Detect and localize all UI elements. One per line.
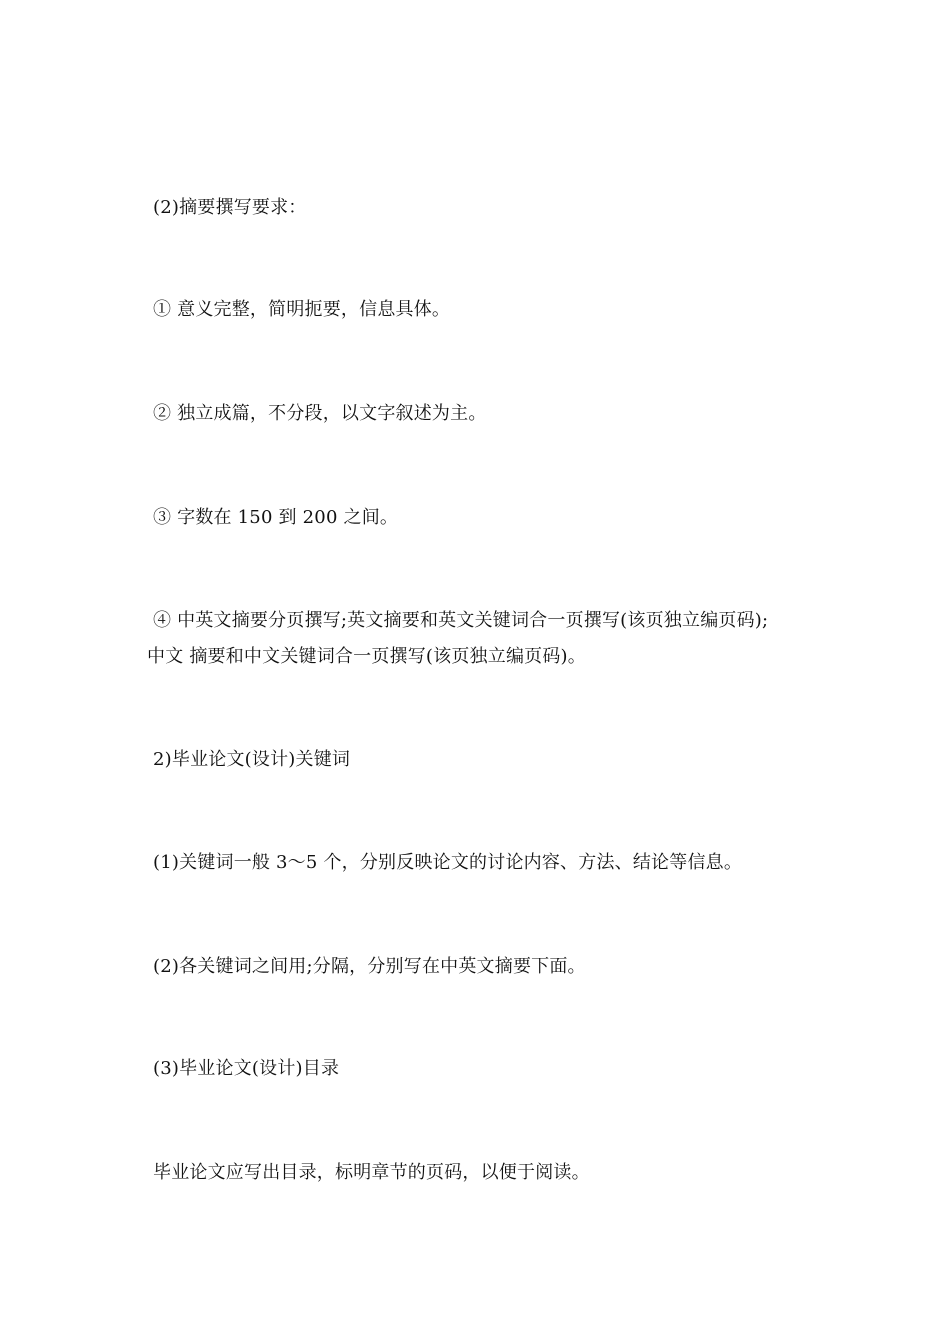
requirement-item-4: ④ 中英文摘要分页撰写;英文摘要和英文关键词合一页撰写(该页独立编页码);: [153, 610, 769, 631]
requirement-item-3: ③ 字数在 150 到 200 之间。: [153, 507, 399, 528]
keywords-item-1: (1)关键词一般 3～5 个，分别反映论文的讨论内容、方法、结论等信息。: [153, 852, 743, 873]
abstract-requirements-heading: (2)摘要撰写要求：: [153, 197, 307, 218]
requirement-item-4-continuation: 中文 摘要和中文关键词合一页撰写(该页独立编页码)。: [147, 646, 586, 667]
keywords-heading: 2)毕业论文(设计)关键词: [153, 749, 351, 770]
table-of-contents-text: 毕业论文应写出目录，标明章节的页码，以便于阅读。: [153, 1162, 590, 1183]
requirement-item-2: ② 独立成篇，不分段，以文字叙述为主。: [153, 403, 487, 424]
requirement-item-1: ① 意义完整，简明扼要，信息具体。: [153, 299, 451, 320]
keywords-item-2: (2)各关键词之间用;分隔，分别写在中英文摘要下面。: [153, 956, 586, 977]
table-of-contents-heading: (3)毕业论文(设计)目录: [153, 1058, 340, 1079]
